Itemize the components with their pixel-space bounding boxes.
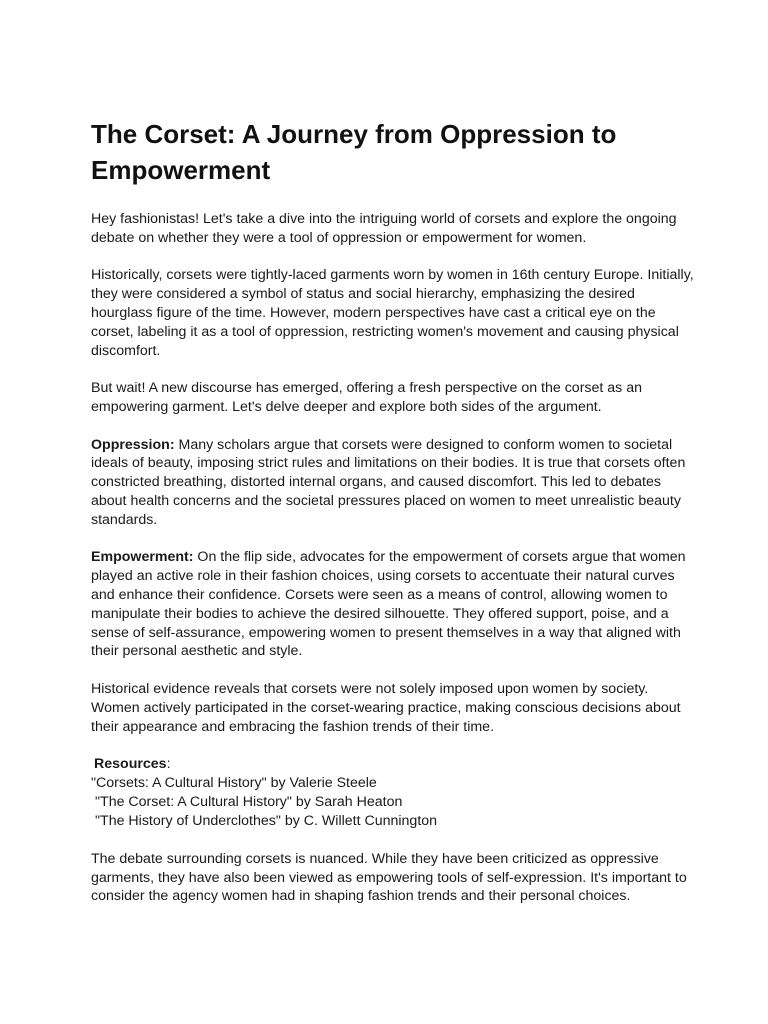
resource-item: "The History of Underclothes" by C. Willett Cunnington [95, 812, 438, 829]
oppression-paragraph [91, 436, 695, 530]
document-page [91, 116, 695, 906]
evidence-paragraph: Historical evidence reveals that corsets were not solely imposed upon women by society. Women actively participated in the corset-wearing practice, making conscious decisions about their appearance and embracing the fashion trends of their time. [91, 680, 681, 735]
resources-heading [91, 755, 695, 774]
discourse-paragraph: But wait! A new discourse has emerged, offering a fresh perspective on the corset as an empowering garment. Let's delve deeper and explore both sides of the argument. [91, 380, 642, 415]
resource-item: "Corsets: A Cultural History" by Valerie Steele [91, 774, 377, 791]
resource-item: "The Corset: A Cultural History" by Sarah Heaton [95, 793, 403, 810]
empowerment-label: Empowerment: [91, 549, 194, 566]
resources-label: Resources [94, 756, 167, 773]
conclusion-paragraph: The debate surrounding corsets is nuanced. While they have been criticized as oppressive garments, they have also been viewed as empowering tools of self-expression. It's important to consider the agency women had in shaping fashion trends and their personal choices. [91, 850, 687, 905]
resources-list [91, 774, 695, 831]
resources-colon: : [166, 756, 171, 773]
oppression-text: Many scholars argue that corsets were designed to conform women to societal ideals of beauty, imposing strict rules and limitations on their bodies. It is true that corsets often constricted breathing, distorted internal organs, and caused discomfort. This led to debates about health concerns and the societal pressures placed on women to meet unrealistic beauty standards. [91, 436, 686, 528]
history-paragraph: Historically, corsets were tightly-laced garments worn by women in 16th century Europe. Initially, they were considered a symbol of status and social hierarchy, emphasizing the desired hourglass figure of the time. However, modern perspectives have cast a critical eye on the corset, labeling it as a tool of oppression, restricting women's movement and causing physical discomfort. [91, 267, 694, 359]
empowerment-text: On the flip side, advocates for the empowerment of corsets argue that women played an active role in their fashion choices, using corsets to accentuate their natural curves and enhance their confidence. Corsets were seen as a means of control, allowing women to manipulate their bodies to achieve the desired silhouette. They offered support, poise, and a sense of self-assurance, empowering women to present themselves in a way that aligned with their personal aesthetic and style. [91, 549, 686, 660]
empowerment-paragraph [91, 548, 695, 661]
oppression-label: Oppression: [91, 436, 175, 453]
document-title: The Corset: A Journey from Oppression to Empowerment [91, 119, 617, 185]
intro-paragraph: Hey fashionistas! Let's take a dive into the intriguing world of corsets and explore the ongoing debate on whether they were a tool of oppression or empowerment for women. [91, 211, 677, 246]
